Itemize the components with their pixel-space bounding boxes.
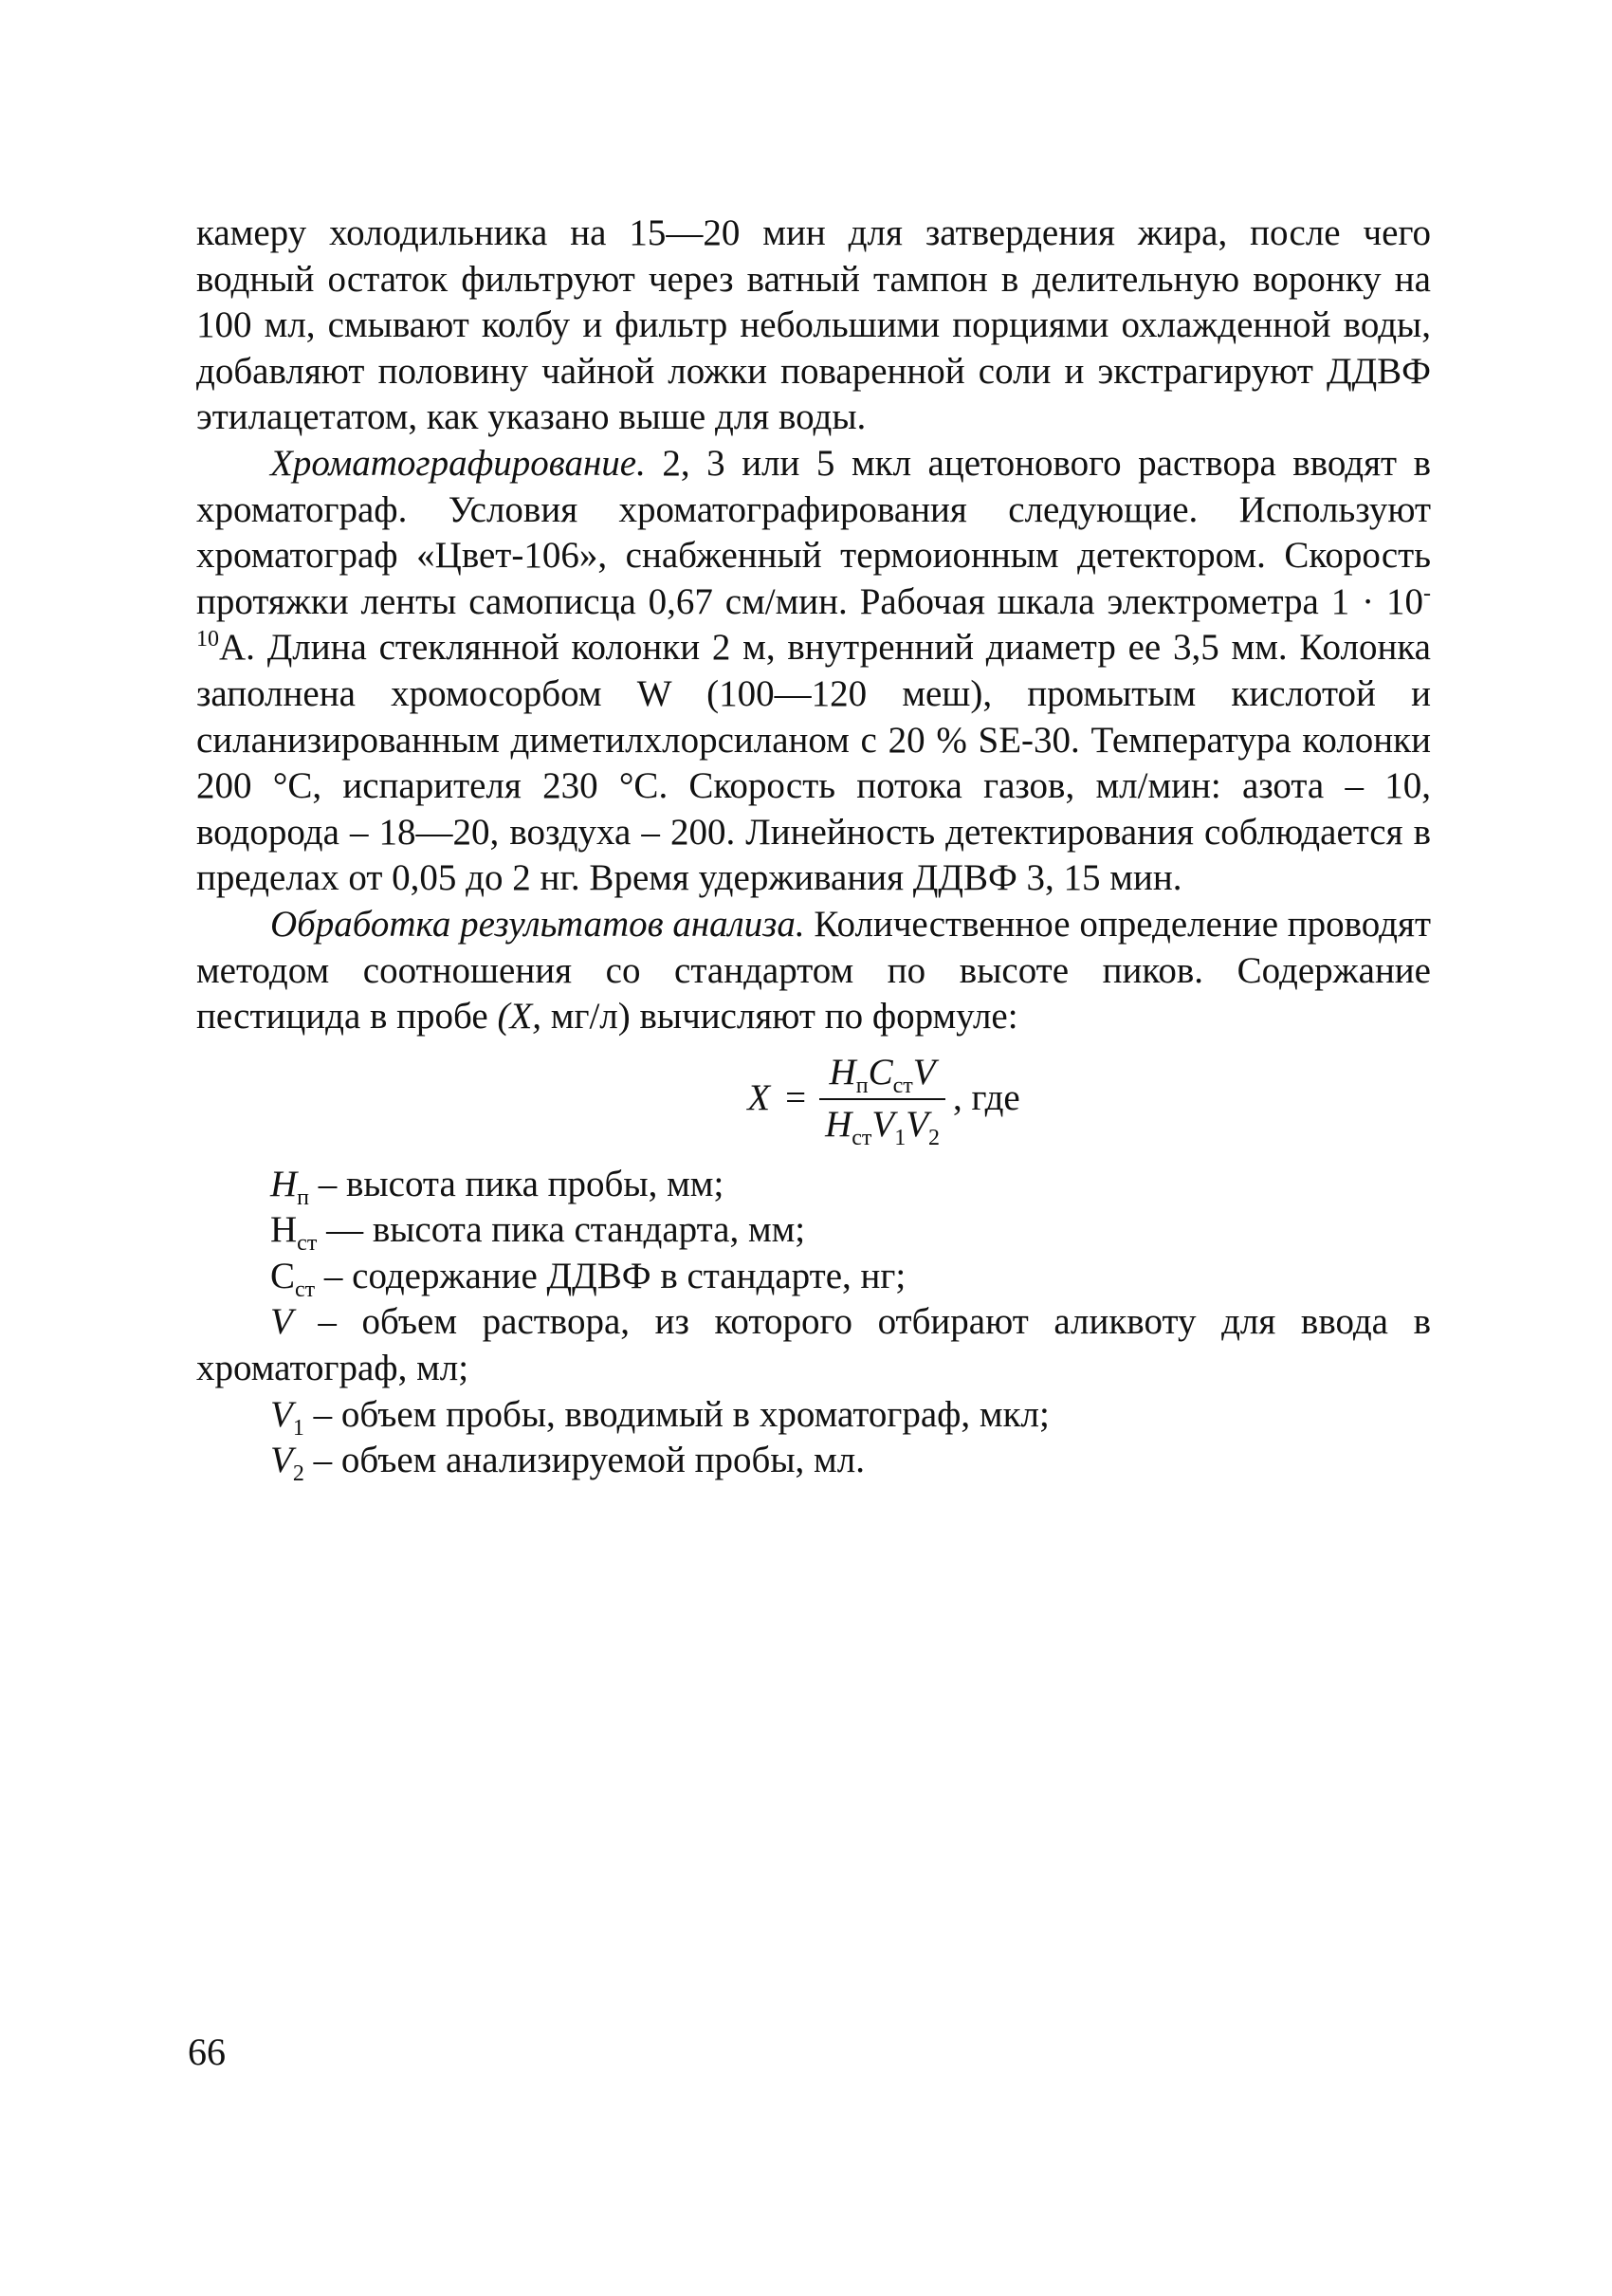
definition-item xyxy=(196,1207,1431,1257)
definition-item xyxy=(196,1392,1431,1439)
formula-equals: = xyxy=(785,1077,807,1119)
definition-text: – объем раствора, из которого отбирают аликвоту для ввода в хроматограф, мл; xyxy=(196,1301,1431,1389)
definition-text: – объем пробы, вводимый в хроматограф, мкл; xyxy=(303,1393,1050,1435)
definition-subscript: 2 xyxy=(292,1461,304,1487)
definition-symbol: V xyxy=(270,1440,293,1481)
definition-subscript: 1 xyxy=(292,1415,304,1441)
num-c-sub: ст xyxy=(892,1073,913,1098)
variable-x: (X, xyxy=(497,996,542,1038)
num-v: V xyxy=(912,1052,936,1093)
exponent: -10 xyxy=(196,580,1431,652)
den-v1: V xyxy=(871,1103,895,1145)
section-heading-processing: Обработка результатов анализа. xyxy=(270,903,805,945)
den-v2: V xyxy=(906,1103,929,1145)
definition-item xyxy=(196,1162,1431,1208)
definition-text: — высота пика стандарта, мм; xyxy=(317,1209,806,1251)
formula-tail: , где xyxy=(953,1077,1020,1119)
den-v2-sub: 2 xyxy=(928,1125,941,1150)
definition-symbol: Н xyxy=(270,1209,298,1251)
den-h: H xyxy=(825,1103,852,1145)
processing-text-part-2: мг/л) вычисляют по формуле: xyxy=(541,996,1018,1038)
processing-text-part-1: Количественное определение проводят методом соотношения со стандартом по высоте пиков. Содержание пестицида в пробе xyxy=(196,903,1431,1038)
num-h: H xyxy=(829,1052,856,1093)
definition-symbol: V xyxy=(270,1301,293,1343)
definition-text: – содержание ДДВФ в стандарте, нг; xyxy=(315,1255,907,1296)
definition-item xyxy=(196,1254,1431,1300)
formula-fraction xyxy=(819,1050,945,1148)
definition-subscript: ст xyxy=(295,1277,316,1302)
num-c: C xyxy=(868,1052,893,1093)
definition-symbol: H xyxy=(270,1163,298,1204)
definition-subscript: ст xyxy=(297,1231,318,1257)
section-heading-chromatography: Хроматографирование. xyxy=(270,442,646,484)
definition-item xyxy=(196,1299,1431,1391)
formula-denominator xyxy=(819,1102,945,1148)
formula-lhs: X xyxy=(747,1077,771,1119)
paragraph-processing xyxy=(196,902,1431,1040)
definition-symbol: V xyxy=(270,1393,293,1435)
den-h-sub: ст xyxy=(852,1125,872,1150)
definition-item xyxy=(196,1438,1431,1487)
num-h-sub: п xyxy=(855,1073,869,1098)
den-v1-sub: 1 xyxy=(894,1125,907,1150)
definition-text: – высота пика пробы, мм; xyxy=(309,1163,724,1204)
paragraph-continuation: камеру холодильника на 15—20 мин для затвердения жира, после чего водный остаток фильтруют через ватный тампон в делительную воронку на 100 мл, смывают колбу и фильтр небольшими порциями охлажденной воды, добавляют половину чайной ложки поваренной соли и экстрагируют ДДВФ этилацетатом, как указано выше для воды. xyxy=(196,212,1431,438)
definition-subscript: п xyxy=(297,1185,310,1210)
body-text xyxy=(196,211,1431,1487)
chromatography-text-part-2: А. Длина стеклянной колонки 2 м, внутренний диаметр ее 3,5 мм. Колонка заполнена хромосорбом W (100—120 меш), промытым кислотой и силанизированным диметилхлорсиланом с 20 % SE-30. Температура колонки 200 °С, испарителя 230 °С. Скорость потока газов, мл/мин: азота – 10, водорода – 18—20, воздуха – 200. Линейность детектирования соблюдается в пределах от 0,05 до 2 нг. Время удерживания ДДВФ 3, 15 мин. xyxy=(196,627,1431,899)
definition-symbol: С xyxy=(270,1255,296,1296)
formula xyxy=(196,1046,1431,1152)
chromatography-text-part-1: 2, 3 или 5 мкл ацетонового раствора вводят в хроматограф. Условия хроматографирования следующие. Используют хроматограф «Цвет-106», снабженный термоионным детектором. Скорость протяжки ленты самописца 0,67 см/мин. Рабочая шкала электрометра 1 · 10 xyxy=(196,442,1431,622)
page-number: 66 xyxy=(188,2030,226,2073)
paragraph-chromatography xyxy=(196,441,1431,902)
definition-text: – объем анализируемой пробы, мл. xyxy=(303,1440,865,1481)
fraction-bar xyxy=(819,1098,945,1100)
formula-numerator xyxy=(824,1050,942,1096)
